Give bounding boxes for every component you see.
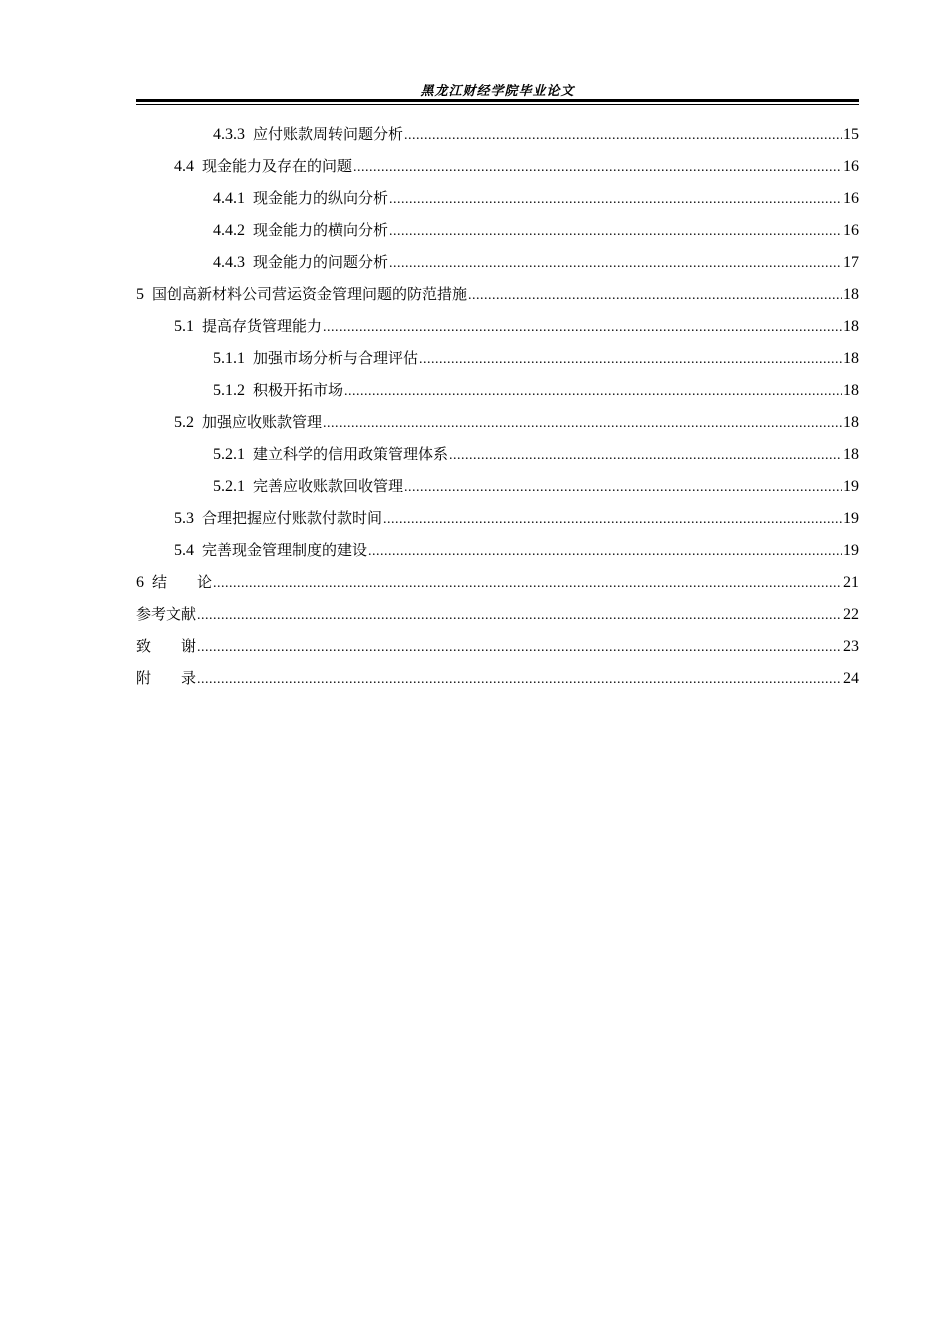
toc-dot-leader [389,216,842,248]
toc-entry-page: 16 [843,190,859,207]
toc-dot-leader [323,408,842,440]
toc-entry-title: 加强市场分析与合理评估 [253,349,419,367]
toc-entry[interactable] [136,662,859,694]
toc-entry-title: 完善应收账款回收管理 [253,477,404,495]
toc-entry-number: 5.1.2 [213,382,245,399]
toc-entry-page: 23 [843,638,859,655]
toc-dot-leader [197,600,842,632]
toc-dot-leader [404,120,842,152]
toc-entry[interactable] [136,182,859,214]
toc-dot-leader [404,472,842,504]
toc-entry-number: 4.4.1 [213,190,245,207]
toc-entry-title: 完善现金管理制度的建设 [202,541,368,559]
toc-dot-leader [323,312,842,344]
toc-entry-number: 5.2.1 [213,446,245,463]
toc-entry-number: 5.3 [174,510,194,527]
toc-entry[interactable] [136,630,859,662]
toc-entry-page: 18 [843,414,859,431]
page-header [136,78,859,108]
toc-entry-number: 4.4.2 [213,222,245,239]
toc-entry[interactable] [136,502,859,534]
toc-entry-page: 19 [843,478,859,495]
toc-entry[interactable] [136,598,859,630]
toc-entry[interactable] [136,534,859,566]
header-rule-thick [136,99,859,102]
toc-dot-leader [449,440,842,472]
toc-entry-number: 5.1.1 [213,350,245,367]
toc-entry-title: 提高存货管理能力 [202,317,323,335]
toc-entry-title: 致 谢 [136,637,197,655]
toc-entry[interactable] [136,214,859,246]
toc-entry[interactable] [136,470,859,502]
toc-entry-title: 积极开拓市场 [253,381,344,399]
toc-entry-page: 18 [843,318,859,335]
toc-entry-page: 19 [843,510,859,527]
toc-entry-page: 18 [843,286,859,303]
toc-entry-title: 合理把握应付账款付款时间 [202,509,383,527]
toc-entry-number: 4.4.3 [213,254,245,271]
header-rule-thin [136,104,859,105]
toc-entry[interactable] [136,246,859,278]
table-of-contents [136,118,859,694]
toc-entry-title: 现金能力的横向分析 [253,221,389,239]
toc-entry-title: 现金能力的纵向分析 [253,189,389,207]
header-title: 黑龙江财经学院毕业论文 [420,84,575,99]
toc-entry-title: 附 录 [136,669,197,687]
toc-entry[interactable] [136,406,859,438]
toc-entry-number: 5.2.1 [213,478,245,495]
toc-entry-page: 19 [843,542,859,559]
toc-dot-leader [368,536,842,568]
toc-entry-title: 现金能力及存在的问题 [202,157,353,175]
toc-entry-title: 现金能力的问题分析 [253,253,389,271]
toc-entry-title: 应付账款周转问题分析 [253,125,404,143]
toc-dot-leader [197,632,842,664]
toc-entry-page: 17 [843,254,859,271]
toc-entry-number: 5.4 [174,542,194,559]
toc-entry-page: 24 [843,670,859,687]
toc-entry[interactable] [136,310,859,342]
toc-dot-leader [197,664,842,696]
toc-entry-number: 5 [136,286,144,303]
toc-entry-page: 15 [843,126,859,143]
toc-entry[interactable] [136,150,859,182]
toc-entry-title: 参考文献 [136,605,197,623]
toc-dot-leader [353,152,842,184]
toc-entry-page: 21 [843,574,859,591]
toc-entry-title: 加强应收账款管理 [202,413,323,431]
toc-entry-page: 16 [843,158,859,175]
toc-entry[interactable] [136,374,859,406]
toc-entry[interactable] [136,438,859,470]
toc-entry[interactable] [136,278,859,310]
toc-dot-leader [344,376,842,408]
toc-dot-leader [389,248,842,280]
toc-entry-page: 18 [843,446,859,463]
toc-entry-title: 结 论 [152,573,213,591]
toc-entry-title: 建立科学的信用政策管理体系 [253,445,449,463]
toc-entry-page: 18 [843,350,859,367]
toc-dot-leader [419,344,842,376]
toc-entry[interactable] [136,566,859,598]
toc-dot-leader [213,568,842,600]
toc-dot-leader [468,280,842,312]
toc-entry-title: 国创高新材料公司营运资金管理问题的防范措施 [152,285,468,303]
toc-entry-number: 4.4 [174,158,194,175]
toc-entry-number: 5.1 [174,318,194,335]
toc-entry-page: 16 [843,222,859,239]
toc-entry[interactable] [136,342,859,374]
toc-dot-leader [383,504,842,536]
toc-entry-number: 5.2 [174,414,194,431]
toc-dot-leader [389,184,842,216]
toc-entry-number: 4.3.3 [213,126,245,143]
toc-entry[interactable] [136,118,859,150]
toc-entry-page: 18 [843,382,859,399]
toc-entry-page: 22 [843,606,859,623]
toc-entry-number: 6 [136,574,144,591]
